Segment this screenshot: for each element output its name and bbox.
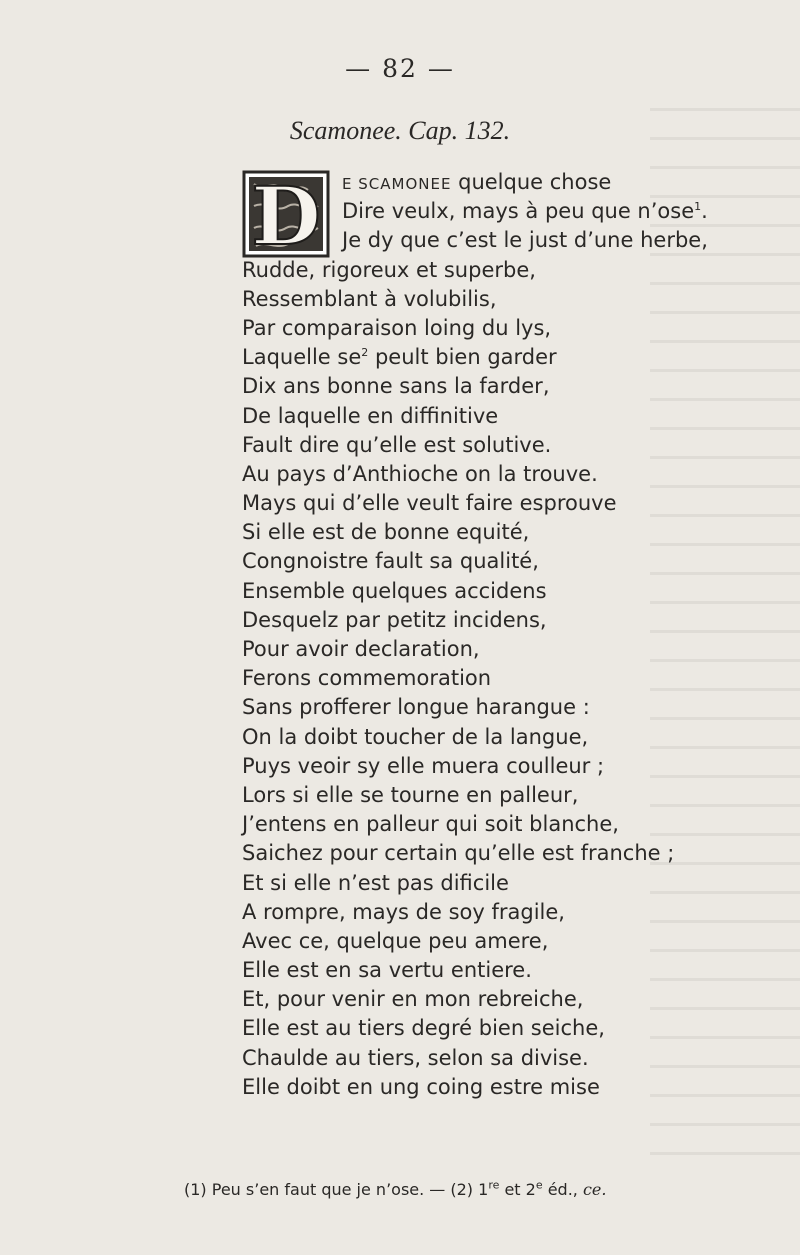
poem-line: Et, pour venir en mon rebreiche, bbox=[242, 987, 584, 1012]
poem-line: Je dy que c’est le just d’une herbe, bbox=[342, 228, 708, 253]
poem-line: Ensemble quelques accidens bbox=[242, 578, 547, 603]
poem-line: Sans profferer longue harangue : bbox=[242, 695, 590, 720]
poem-line: Si elle est de bonne equité, bbox=[242, 520, 530, 545]
poem-line: Par comparaison loing du lys, bbox=[242, 315, 552, 340]
poem-line: Desquelz par petitz incidens, bbox=[242, 607, 547, 632]
poem-line: Fault dire qu’elle est solutive. bbox=[242, 432, 552, 457]
poem-line: Rudde, rigoreux et superbe, bbox=[242, 257, 536, 282]
dropcap-letter: D bbox=[251, 170, 321, 258]
poem-line: Saichez pour certain qu’elle est franche ; bbox=[242, 841, 675, 866]
poem-line: Congnoistre fault sa qualité, bbox=[242, 549, 539, 574]
poem-line: Dire veulx, mays à peu que n’ose$^1$. bbox=[342, 199, 708, 224]
poem-line: Pour avoir declaration, bbox=[242, 637, 480, 661]
poem-line: Puys veoir sy elle muera coulleur ; bbox=[242, 753, 605, 778]
poem-line: Ferons commemoration bbox=[242, 666, 492, 691]
poem-line: Elle est au tiers degré bien seiche, bbox=[242, 1016, 605, 1041]
chapter-title: Scamonee. Cap. 132. bbox=[289, 116, 511, 145]
poem-line: Mays qui d’elle veult faire esprouve bbox=[242, 491, 617, 516]
poem-line: Avec ce, quelque peu amere, bbox=[242, 928, 549, 953]
poem-line: De laquelle en diffinitive bbox=[242, 403, 499, 428]
poem-line: Elle est en sa vertu entiere. bbox=[242, 958, 532, 983]
poem-line: Elle doibt en ung coing estre mise bbox=[242, 1074, 600, 1099]
poem-line: Chaulde au tiers, selon sa divise. bbox=[242, 1045, 589, 1070]
poem-line: E SCAMONEE quelque chose bbox=[342, 170, 612, 194]
footnote-ref: 1 bbox=[694, 200, 702, 214]
poem-line: A rompre, mays de soy fragile, bbox=[242, 899, 565, 924]
poem-line: Au pays d’Anthioche on la trouve. bbox=[242, 461, 598, 486]
page-number: — 82 — bbox=[345, 54, 455, 83]
poem-line: J’entens en palleur qui soit blanche, bbox=[242, 812, 619, 837]
footnotes: (1) Peu s’en faut que je n’ose. — (2) 1re et 2e éd., ce. bbox=[184, 1178, 607, 1199]
poem-line: On la doibt toucher de la langue, bbox=[242, 724, 589, 749]
footnote-ref: 2 bbox=[361, 346, 369, 360]
poem-line: Et si elle n’est pas dificile bbox=[242, 870, 509, 895]
poem-text bbox=[242, 168, 782, 1102]
poem-line: Ressemblant à volubilis, bbox=[242, 286, 497, 311]
poem-line: Lors si elle se tourne en palleur, bbox=[242, 782, 579, 807]
poem-line: Laquelle $se^2$ peult bien garder bbox=[242, 345, 557, 370]
poem-line: Dix ans bonne sans la farder, bbox=[242, 374, 550, 399]
